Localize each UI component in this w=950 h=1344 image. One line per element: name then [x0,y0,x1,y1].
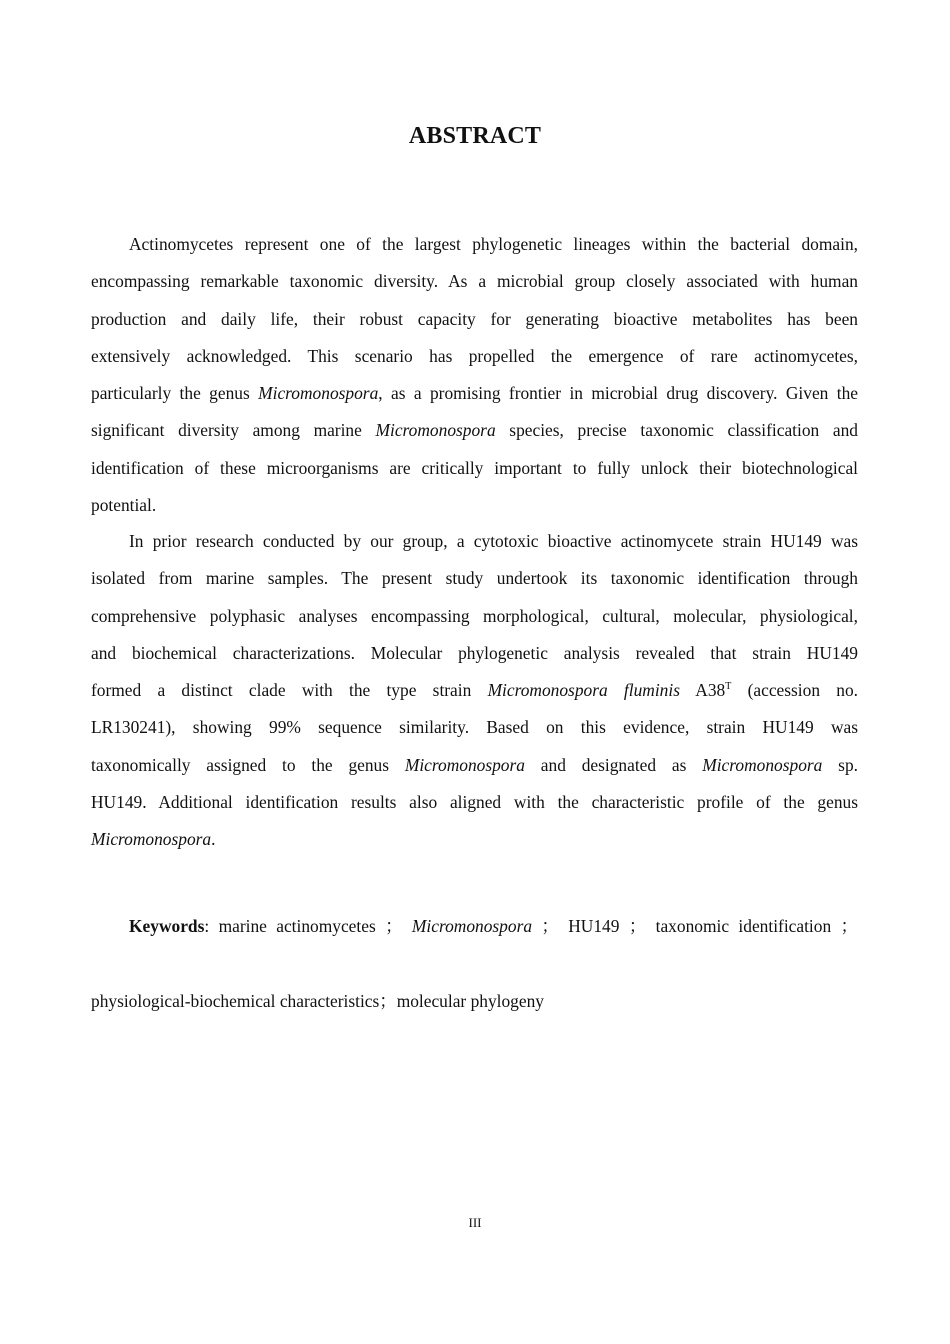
genus-name: Micromonospora [375,420,496,441]
keyword-item: physiological-biochemical characteristics [91,991,380,1011]
genus-name: Micromonospora [91,829,212,850]
keyword-separator: ； [541,916,559,936]
text-line: In prior research conducted by our group, a cytotoxic bioactive actinomycete strain HU149 was [129,531,858,551]
text-run: particularly the genus [91,383,259,404]
text-line: Actinomycetes represent one of the largest phylogenetic lineages within the bacterial domain, [129,234,858,254]
text-line: potential. [91,495,157,516]
genus-name: Micromonospora [404,754,525,775]
genus-name: Micromonospora [702,754,823,775]
keyword-separator: ； [840,916,858,936]
text-line: LR130241), showing 99% sequence similarity. Based on this evidence, strain HU149 was [91,717,858,738]
text-line: extensively acknowledged. This scenario has propelled the emergence of rare actinomycetes, [91,345,858,366]
text-line: encompassing remarkable taxonomic diversity. As a microbial group closely associated with human [91,271,858,292]
text-run: and designated as [524,754,703,775]
keyword-item: Micromonospora [411,916,533,936]
keywords-label: Keywords [129,916,205,936]
keyword-separator: ； [379,991,397,1011]
text-run: (accession no. [731,680,859,701]
text-line [91,672,858,709]
text-line: isolated from marine samples. The present study undertook its taxonomic identification through [91,568,858,589]
keywords-line-1 [91,908,858,945]
text-run: . [211,829,216,850]
species-name: Micromonospora fluminis [487,680,680,701]
keyword-item: taxonomic identification [655,916,832,936]
page-number: III [468,1215,482,1230]
text-line: identification of these microorganisms are critically important to fully unlock their biotechnological [91,457,858,478]
text-run: species, precise taxonomic classification and [495,420,858,441]
text-line [91,821,858,858]
text-run: significant diversity among marine [91,420,376,441]
keywords-colon: : [204,916,219,936]
text-line: HU149. Additional identification results also aligned with the characteristic profile of the genus [91,792,858,813]
type-strain-superscript: T [725,681,732,693]
text-run: A38 [679,680,726,701]
genus-name: Micromonospora [258,383,379,404]
keyword-separator: ； [385,916,403,936]
page-title: ABSTRACT [408,123,542,149]
text-run: formed a distinct clade with the type strain [91,680,488,701]
text-line [91,412,858,449]
text-line: and biochemical characterizations. Molecular phylogenetic analysis revealed that strain HU149 [91,642,858,663]
keyword-separator: ； [628,916,647,936]
text-run: taxonomically assigned to the genus [91,754,405,775]
keyword-item: HU149 [568,916,620,936]
keyword-item: marine actinomycetes [218,916,376,936]
text-line [91,375,858,412]
text-line: comprehensive polyphasic analyses encompassing morphological, cultural, molecular, physiological, [91,605,858,626]
text-run: , as a promising frontier in microbial drug discovery. Given the [378,383,858,404]
abstract-paragraph-2 [91,523,858,859]
keywords-line-2 [91,983,858,1020]
text-line: production and daily life, their robust capacity for generating bioactive metabolites has been [91,308,858,329]
text-line [91,747,858,784]
keyword-item: molecular phylogeny [396,991,544,1011]
abstract-paragraph-1 [91,226,858,524]
text-run: sp. [822,754,858,775]
